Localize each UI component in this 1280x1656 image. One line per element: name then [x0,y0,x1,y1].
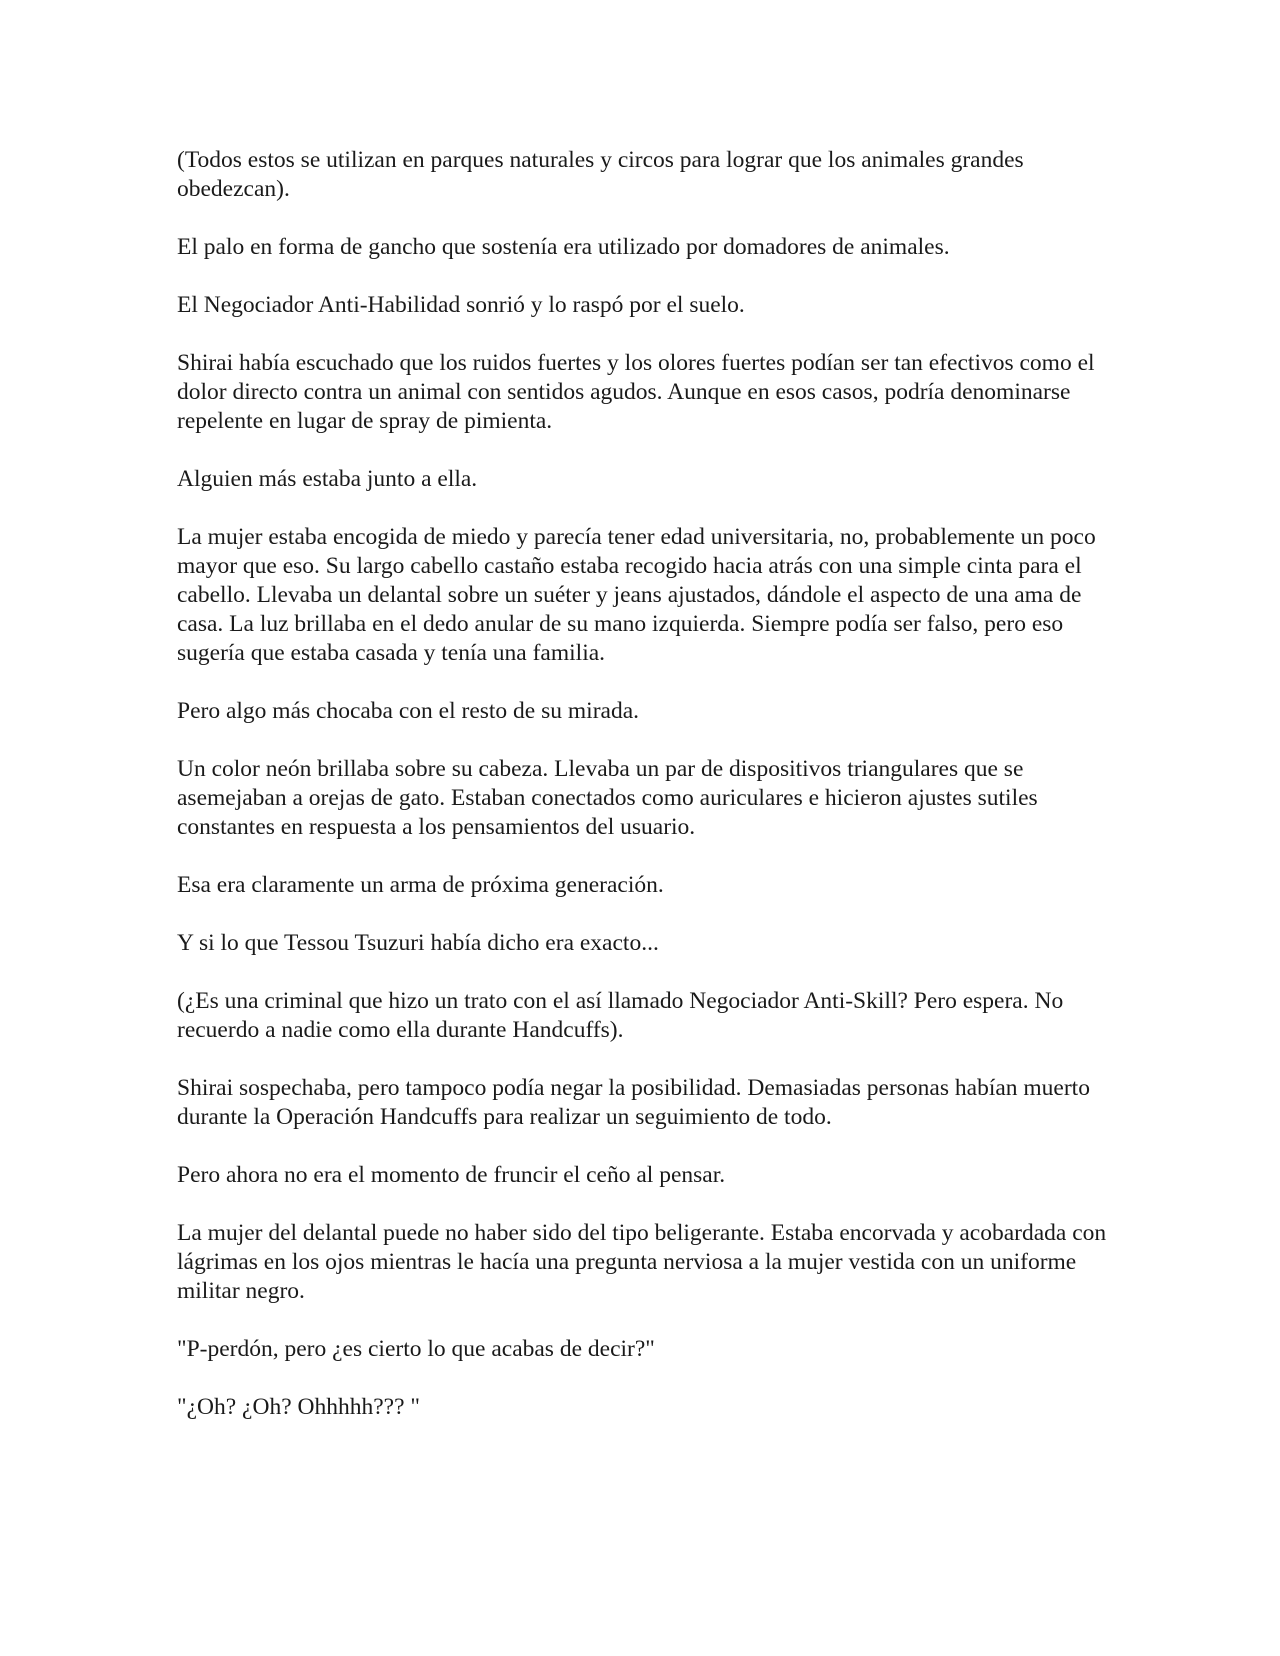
paragraph: Shirai había escuchado que los ruidos fuertes y los olores fuertes podían ser tan efectivos como el dolor directo contra un animal con sentidos agudos. Aunque en esos casos, podría denominarse repelente en lugar de spray de pimienta. [177,350,1095,434]
document-body [177,146,1117,1451]
paragraph: La mujer del delantal puede no haber sido del tipo beligerante. Estaba encorvada y acobardada con lágrimas en los ojos mientras le hacía una pregunta nerviosa a la mujer vestida con un uniforme militar negro. [177,1220,1107,1304]
paragraph: "¿Oh? ¿Oh? Ohhhhh??? " [177,1394,420,1420]
paragraph: (Todos estos se utilizan en parques naturales y circos para lograr que los animales grandes obedezcan). [177,147,1024,202]
paragraph: El palo en forma de gancho que sostenía era utilizado por domadores de animales. [177,234,950,260]
paragraph: Alguien más estaba junto a ella. [177,466,478,492]
paragraph: El Negociador Anti-Habilidad sonrió y lo raspó por el suelo. [177,292,745,318]
paragraph: (¿Es una criminal que hizo un trato con el así llamado Negociador Anti-Skill? Pero espera. No recuerdo a nadie como ella durante Handcuffs). [177,988,1064,1043]
paragraph: La mujer estaba encogida de miedo y parecía tener edad universitaria, no, probablemente un poco mayor que eso. Su largo cabello castaño estaba recogido hacia atrás con una simple cinta para el cabello. Llevaba un delantal sobre un suéter y jeans ajustados, dándole el aspecto de una ama de casa. La luz brillaba en el dedo anular de su mano izquierda. Siempre podía ser falso, pero eso sugería que estaba casada y tenía una familia. [177,524,1096,666]
paragraph: Shirai sospechaba, pero tampoco podía negar la posibilidad. Demasiadas personas habían muerto durante la Operación Handcuffs para realizar un seguimiento de todo. [177,1075,1090,1130]
paragraph: Un color neón brillaba sobre su cabeza. Llevaba un par de dispositivos triangulares que se asemejaban a orejas de gato. Estaban conectados como auriculares e hicieron ajustes sutiles constantes en respuesta a los pensamientos del usuario. [177,756,1038,840]
paragraph: Y si lo que Tessou Tsuzuri había dicho era exacto... [177,930,659,956]
paragraph: "P-perdón, pero ¿es cierto lo que acabas de decir?" [177,1336,655,1362]
paragraph: Pero algo más chocaba con el resto de su mirada. [177,698,640,724]
paragraph: Esa era claramente un arma de próxima generación. [177,872,664,898]
paragraph: Pero ahora no era el momento de fruncir el ceño al pensar. [177,1162,726,1188]
